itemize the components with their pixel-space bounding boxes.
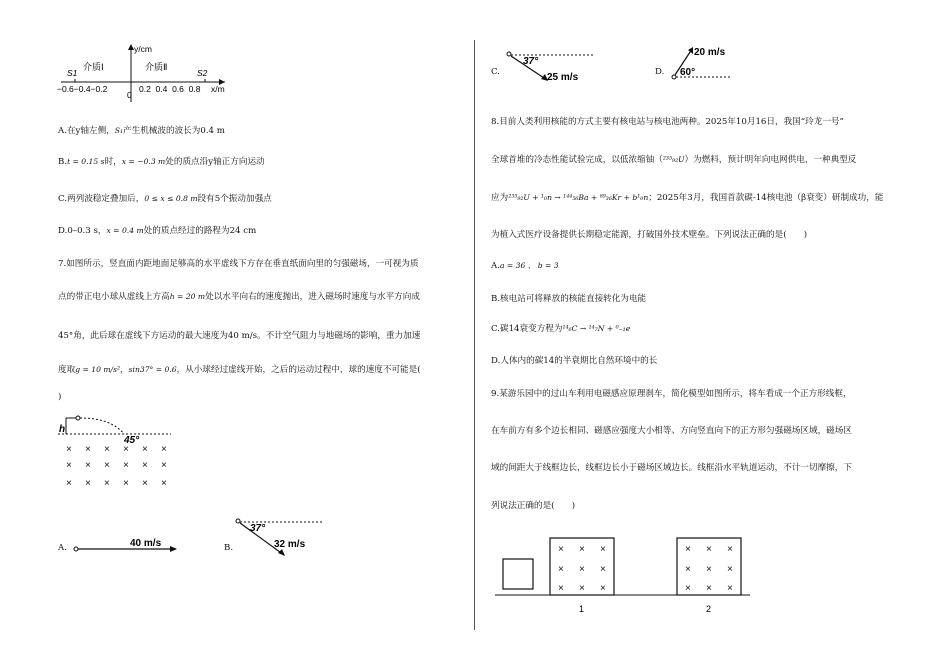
q7-option-d-label: D. [655,67,665,77]
pos-ticks: 0.2 0.4 0.6 0.8 [139,84,201,94]
medium2-label: 介质Ⅱ [145,62,168,72]
svg-text:×: × [727,544,733,555]
svg-text:×: × [104,444,110,455]
q6-option-b: B.t = 0.15 s时，x = −0.3 m处的质点沿y轴正方向运动 [58,157,265,167]
region-2-label: 2 [706,604,712,614]
q6-option-c: C.两列波稳定叠加后，0 ≤ x ≤ 0.8 m段有5个振动加强点 [58,194,272,204]
q9-line1: 9.某游乐园中的过山车利用电磁感应原理刹车，简化模型如图所示，将车看成一个正方形线框， [491,389,852,399]
svg-text:×: × [579,544,585,555]
svg-text:×: × [142,478,148,489]
svg-text:×: × [161,460,167,471]
q7-option-b-label: B. [224,543,234,553]
svg-text:×: × [85,460,91,471]
height-label: h [59,424,66,435]
q7-magnetic-field-figure [56,412,186,494]
angle-37-label: 37° [250,523,266,534]
q7-option-c-label: C. [491,67,501,77]
svg-text:×: × [558,583,564,594]
speed-40-label: 40 m/s [130,538,162,549]
wave-axis-figure [55,42,245,104]
angle-45-label: 45° [124,435,140,446]
q7-option-c-figure [505,48,615,88]
svg-text:×: × [727,583,733,594]
neg-ticks: −0.6−0.4−0.2 [57,84,108,94]
q8-line1: 8.目前人类利用核能的方式主要有核电站与核电池两种。2025年10月16日，我国“玲龙一号” [491,117,844,127]
svg-text:×: × [706,544,712,555]
s1-label: S1 [67,68,78,78]
q6-option-d: D.0–0.3 s，x = 0.4 m处的质点经过的路程为24 cm [58,226,257,236]
q9-line3: 域的间距大于线框边长，线框边长小于磁场区域边长。线框沿水平轨道运动，不计一切摩擦，下 [491,463,852,473]
svg-text:×: × [579,583,585,594]
speed-20-label: 20 m/s [694,47,726,58]
svg-text:×: × [104,460,110,471]
coil-square [503,559,533,589]
svg-text:×: × [558,544,564,555]
q7-option-a-label: A. [58,543,67,553]
q7-line4: 度取g = 10 m/s²，sin37° = 0.6，从小球经过虚线开始，之后的运动过程中，球的速度不可能是( [58,365,421,375]
svg-text:×: × [123,444,129,455]
svg-text:×: × [685,544,691,555]
svg-text:×: × [85,478,91,489]
svg-text:×: × [161,444,167,455]
svg-text:×: × [66,444,72,455]
svg-text:×: × [727,564,733,575]
angle-37c-label: 37° [523,56,539,67]
column-divider [474,40,475,630]
q8-option-b: B.核电站可将释放的核能直接转化为电能 [491,294,647,304]
svg-text:×: × [706,583,712,594]
angle-60-label: 60° [680,67,696,78]
q6-option-a: A.在y轴左侧，S₁产生机械波的波长为0.4 m [58,126,225,136]
svg-text:×: × [600,583,606,594]
svg-text:×: × [142,460,148,471]
y-axis-label: y/cm [134,44,152,54]
svg-text:×: × [66,460,72,471]
q8-option-d: D.人体内的碳14的半衰期比自然环境中的长 [491,356,658,366]
field-crosses [66,444,167,489]
svg-text:×: × [600,544,606,555]
q9-line4: 列说法正确的是( ) [491,501,576,511]
s2-label: S2 [197,68,208,78]
q7-line1: 7.如图所示，竖直面内距地面足够高的水平虚线下方存在垂直纸面向里的匀强磁场，一可视为质 [58,259,419,269]
x-axis-label: x/m [211,84,225,94]
svg-text:×: × [706,564,712,575]
svg-text:×: × [123,460,129,471]
q8-line4: 为植入式医疗设备提供长期稳定能源，打破国外技术壁垒。下列说法正确的是( ) [491,230,808,240]
q9-line2: 在车前方有多个边长相同、磁感应强度大小相等、方向竖直向下的正方形匀强磁场区域，磁场区 [491,426,852,436]
q8-line2: 全球首堆的冷态性能试验完成，以低浓缩铀（²³⁵₉₂U）为燃料，预计明年向电网供电，一种典型反 [491,155,857,165]
q7-line3: 45°角，此后球在虚线下方运动的最大速度为40 m/s。不计空气阻力与地磁场的影响，重力加速 [58,331,421,341]
q8-option-c: C.碳14衰变方程为¹⁴₆C → ¹⁴₇N + ⁰₋₁e [491,324,631,334]
q8-option-a: A.a = 36 、 b = 3 [491,261,559,271]
svg-text:×: × [685,564,691,575]
medium1-label: 介质Ⅰ [83,62,104,72]
svg-text:×: × [104,478,110,489]
svg-text:×: × [142,444,148,455]
q9-figure [495,532,755,622]
region-1-label: 1 [579,604,585,614]
svg-text:×: × [85,444,91,455]
q7-line2: 点的带正电小球从虚线上方高h = 20 m处以水平向右的速度抛出，进入磁场时速度与水平方向成 [58,292,420,302]
svg-text:×: × [123,478,129,489]
zero-tick: 0 [127,90,132,100]
q7-option-d-figure [668,44,748,84]
svg-text:×: × [66,478,72,489]
speed-25-label: 25 m/s [547,72,579,83]
svg-text:×: × [685,583,691,594]
q7-line5: ) [58,392,62,402]
q7-option-b-figure [232,515,332,560]
q8-line3: 应为²³⁵₉₂U + ¹₀n → ¹⁴⁴₅₆Ba + ⁸⁹₃₆Kr + b¹₀n；2025年3月，我国首款碳-14核电池（β衰变）研制成功，能 [491,193,884,203]
speed-32-label: 32 m/s [274,539,306,550]
svg-text:×: × [558,564,564,575]
q7-option-a-figure [72,534,182,554]
svg-text:×: × [600,564,606,575]
svg-text:×: × [161,478,167,489]
svg-text:×: × [579,564,585,575]
